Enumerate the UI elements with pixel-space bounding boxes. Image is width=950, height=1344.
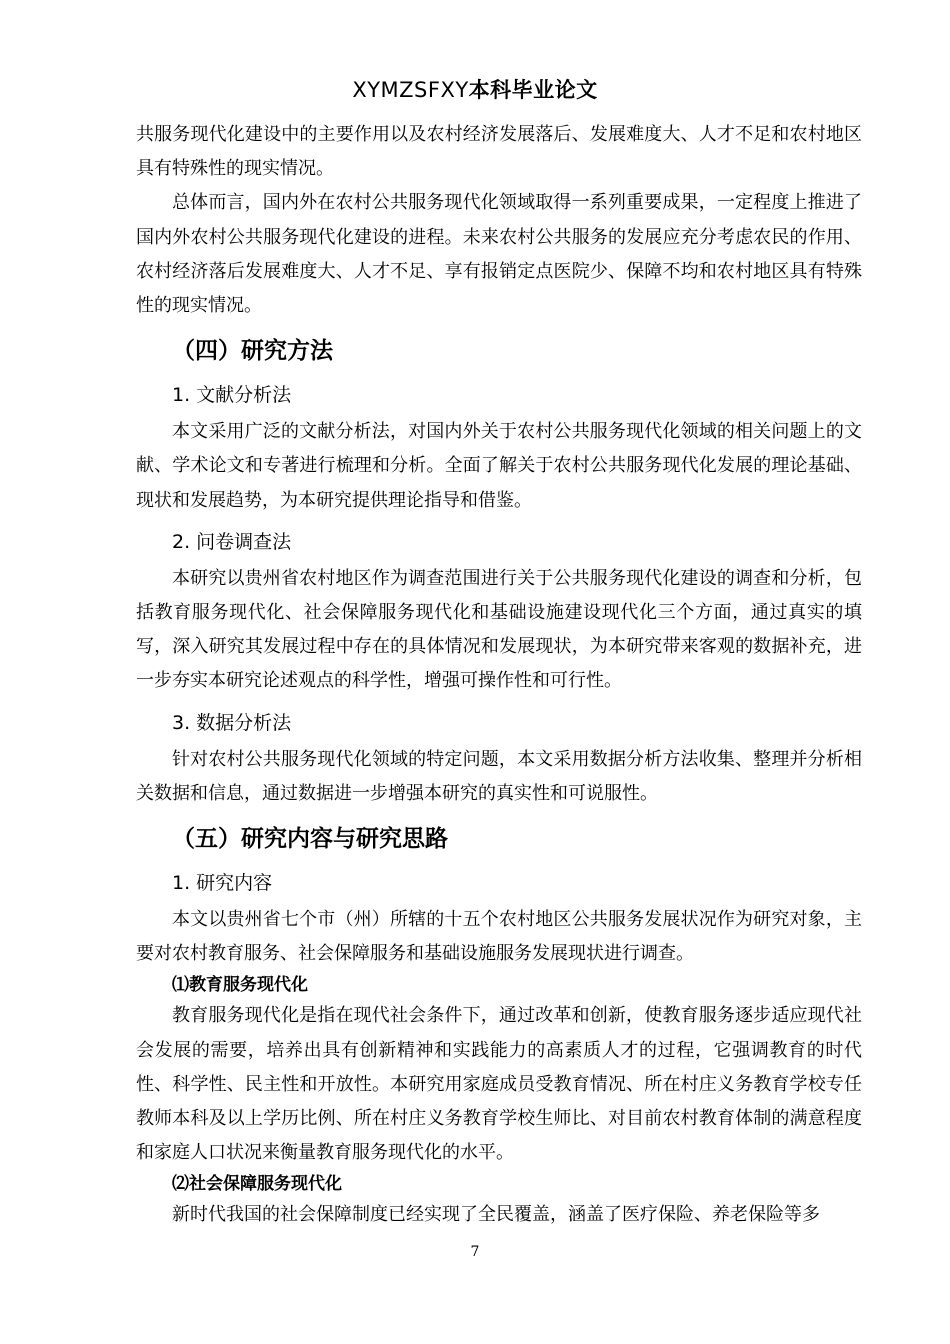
subsection-heading: 1. 文献分析法 [172, 384, 292, 407]
subsection-heading: 2. 问卷调查法 [172, 530, 292, 553]
paragraph: 本文以贵州省七个市（州）所辖的十五个农村地区公共服务发展状况作为研究对象，主要对农村教育服务、社会保障服务和基础设施服务发展现状进行调查。 [136, 909, 862, 965]
subsection-heading: 3. 数据分析法 [172, 711, 292, 734]
header-prefix: XYMZSFXY [352, 78, 469, 102]
section-heading: （五）研究内容与研究思路 [172, 826, 448, 853]
paragraph: 新时代我国的社会保障制度已经实现了全民覆盖，涵盖了医疗保险、养老保险等多 [172, 1204, 820, 1226]
page-number: 7 [470, 1244, 480, 1260]
item-heading: ⑴教育服务现代化 [172, 975, 308, 996]
subsection-heading: 1. 研究内容 [172, 872, 273, 895]
body-content [136, 118, 862, 1233]
paragraph: 教育服务现代化是指在现代社会条件下，通过改革和创新，使教育服务逐步适应现代社会发展的需要，培养出具有创新精神和实践能力的高素质人才的过程，它强调教育的时代性、科学性、民主性和开放性。本研究用家庭成员受教育情况、所在村庄义务教育学校专任教师本科及以上学历比例、所在村庄义务教育学校生师比、对目前农村教育体制的满意程度和家庭人口状况来衡量教育服务现代化的水平。 [136, 1005, 862, 1164]
paragraph: 共服务现代化建设中的主要作用以及农村经济发展落后、发展难度大、人才不足和农村地区具有特殊性的现实情况。 [136, 124, 862, 180]
item-heading: ⑵社会保障服务现代化 [172, 1174, 342, 1195]
paragraph: 本文采用广泛的文献分析法，对国内外关于农村公共服务现代化领域的相关问题上的文献、学术论文和专著进行梳理和分析。全面了解关于农村公共服务现代化发展的理论基础、现状和发展趋势，为本研究提供理论指导和借鉴。 [136, 421, 862, 511]
paragraph: 针对农村公共服务现代化领域的特定问题，本文采用数据分析方法收集、整理并分析相关数据和信息，通过数据进一步增强本研究的真实性和可说服性。 [136, 748, 862, 804]
paragraph: 本研究以贵州省农村地区作为调查范围进行关于公共服务现代化建设的调查和分析，包括教育服务现代化、社会保障服务现代化和基础设施建设现代化三个方面，通过真实的填写，深入研究其发展过程中存在的具体情况和发展现状，为本研究带来客观的数据补充，进一步夯实本研究论述观点的科学性，增强可操作性和可行性。 [136, 567, 862, 692]
page-header [0, 74, 950, 104]
paragraph: 总体而言，国内外在农村公共服务现代化领域取得一系列重要成果，一定程度上推进了国内外农村公共服务现代化建设的进程。未来农村公共服务的发展应充分考虑农民的作用、农村经济落后发展难度大、人才不足、享有报销定点医院少、保障不均和农村地区具有特殊性的现实情况。 [136, 192, 862, 317]
section-heading: （四）研究方法 [172, 338, 333, 365]
header-title: 本科毕业论文 [468, 78, 598, 102]
